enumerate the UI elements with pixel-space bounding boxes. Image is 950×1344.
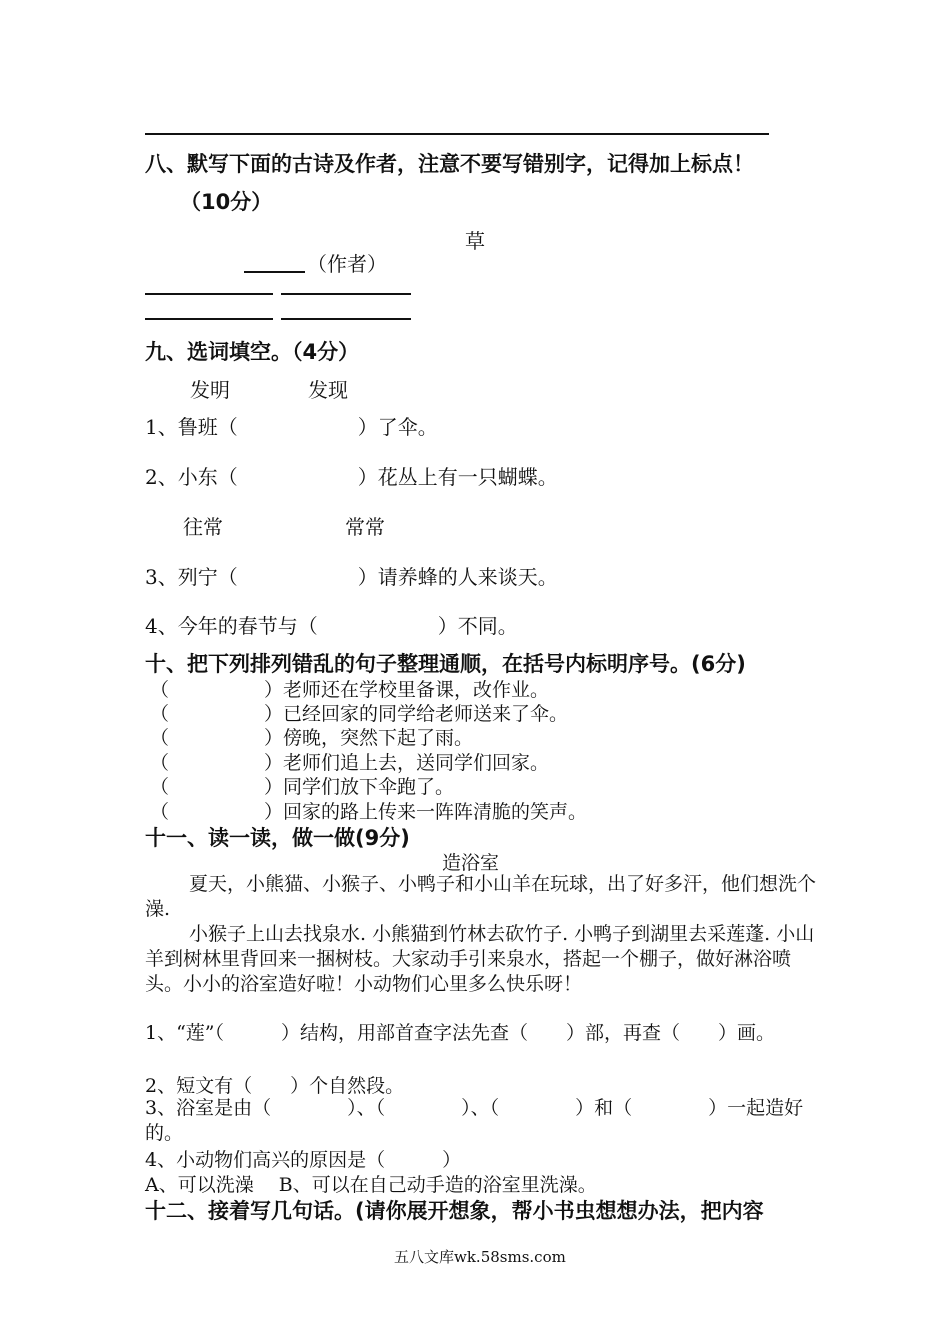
word-choice-fa-xian: 发现 — [308, 378, 348, 402]
s11-question-2: 2、短文有（ ）个自然段。 — [145, 1075, 405, 1097]
s11-question-4: 4、小动物们高兴的原因是（ ） — [145, 1149, 462, 1171]
s11-question-1: 1、“莲”（ ）结构，用部首查字法先查（ ）部，再查（ ）画。 — [145, 1022, 776, 1044]
s10-item-3: （ ）傍晚，突然下起了雨。 — [150, 727, 474, 749]
passage-paragraph-2: 小猴子上山去找泉水. 小熊猫到竹林去砍竹子. 小鸭子到湖里去采莲蓬. 小山羊到树林里背回来一捆树枝。大家动手引来泉水，搭起一个棚子，做好淋浴喷头。小小的浴室造好啦！小动物们心里多么快乐呀！ — [145, 923, 815, 995]
s10-item-4: （ ）老师们追上去，送同学们回家。 — [150, 752, 550, 774]
section-8-score: （10分） — [180, 190, 273, 214]
s9-question-1: 1、鲁班（ ）了伞。 — [145, 415, 438, 439]
section-9-heading: 九、选词填空。（4分） — [145, 340, 360, 364]
word-choice-fa-ming: 发明 — [190, 378, 230, 402]
poem-line-2b — [281, 318, 411, 320]
s10-item-5: （ ）同学们放下伞跑了。 — [150, 776, 455, 798]
poem-line-2a — [145, 318, 273, 320]
author-hint: （作者） — [307, 252, 387, 276]
s9-question-3: 3、列宁（ ）请养蜂的人来谈天。 — [145, 565, 558, 589]
s10-item-6: （ ）回家的路上传来一阵阵清脆的笑声。 — [150, 801, 588, 823]
s11-question-3: 3、浴室是由（ ）、（ ）、（ ）和（ ）一起造好的。 — [145, 1097, 804, 1144]
poem-title: 草 — [465, 229, 485, 253]
poem-line-1b — [281, 293, 411, 295]
s9-question-4: 4、今年的春节与（ ）不同。 — [145, 614, 518, 638]
section-8-heading: 八、默写下面的古诗及作者，注意不要写错别字，记得加上标点！ — [145, 152, 754, 176]
word-choice-chang-chang: 常常 — [345, 515, 385, 539]
passage-paragraph-1: 夏天，小熊猫、小猴子、小鸭子和小山羊在玩球，出了好多汗，他们想洗个澡. — [145, 873, 817, 920]
s11-options: A、可以洗澡 B、可以在自己动手造的浴室里洗澡。 — [145, 1174, 597, 1196]
s9-question-2: 2、小东（ ）花丛上有一只蝴蝶。 — [145, 465, 558, 489]
s10-item-2: （ ）已经回家的同学给老师送来了伞。 — [150, 703, 569, 725]
word-choice-wang-chang: 往常 — [183, 515, 223, 539]
poem-line-1a — [145, 293, 273, 295]
section-10-heading: 十、把下列排列错乱的句子整理通顺，在括号内标明序号。(6分) — [145, 652, 746, 676]
section-12-heading: 十二、接着写几句话。(请你展开想象，帮小书虫想想办法，把内容 — [145, 1199, 764, 1223]
section-11-heading: 十一、读一读，做一做(9分) — [145, 826, 410, 850]
page-footer: 五八文库wk.58sms.com — [394, 1248, 566, 1266]
author-blank — [244, 271, 305, 273]
answer-line-top — [145, 133, 769, 135]
s10-item-1: （ ）老师还在学校里备课，改作业。 — [150, 679, 550, 701]
passage-title: 造浴室 — [442, 852, 500, 874]
